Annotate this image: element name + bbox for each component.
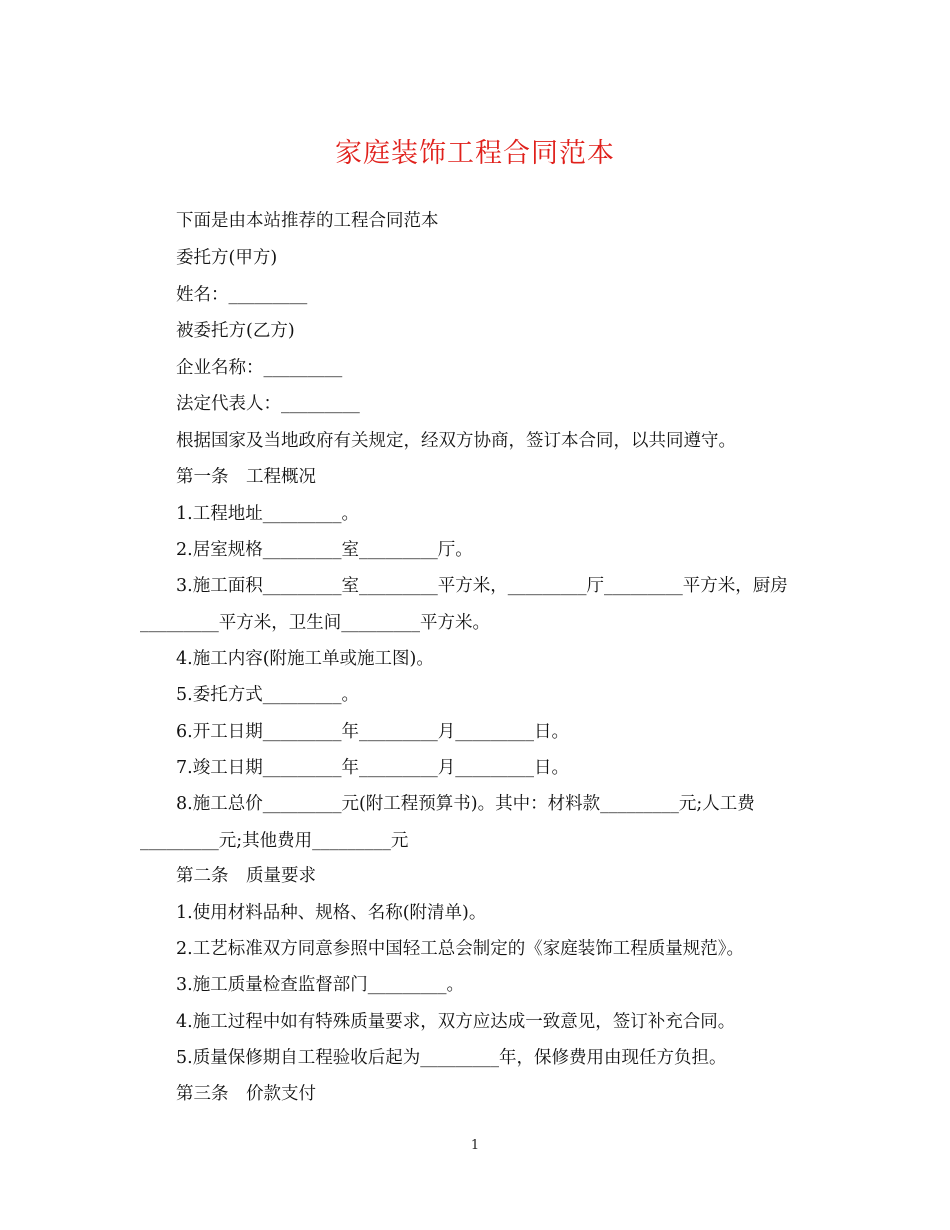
article-1-item-5: 5.委托方式_________。 (176, 685, 359, 705)
party-b-heading: 被委托方(乙方) (176, 321, 295, 341)
document-title: 家庭装饰工程合同范本 (335, 138, 615, 169)
article-2-heading: 第二条 质量要求 (176, 866, 316, 886)
party-a-heading: 委托方(甲方) (176, 248, 278, 268)
article-1-item-1: 1.工程地址_________。 (176, 504, 359, 524)
article-1-item-8: 8.施工总价_________元(附工程预算书)。其中：材料款_________元;人工费_________元;其他费用_________元 (140, 794, 755, 851)
article-2-item-2: 2.工艺标准双方同意参照中国轻工总会制定的《家庭装饰工程质量规范》。 (176, 939, 744, 959)
article-1-item-2: 2.居室规格_________室_________厅。 (176, 540, 473, 560)
article-1-item-7: 7.竣工日期_________年_________月_________日。 (176, 758, 569, 778)
party-b-company: 企业名称：_________ (176, 358, 343, 378)
article-1-heading: 第一条 工程概况 (176, 467, 316, 487)
article-3-heading: 第三条 价款支付 (176, 1084, 316, 1104)
article-2-item-3: 3.施工质量检查监督部门_________。 (176, 975, 464, 995)
article-1-item-3: 3.施工面积_________室_________平方米，_________厅_________平方米，厨房_________平方米，卫生间_________平方米。 (140, 576, 788, 633)
page-number: 1 (470, 1138, 480, 1153)
article-2-item-4: 4.施工过程中如有特殊质量要求，双方应达成一致意见，签订补充合同。 (176, 1012, 736, 1032)
article-1-item-4: 4.施工内容(附施工单或施工图)。 (176, 649, 434, 669)
preamble: 根据国家及当地政府有关规定，经双方协商，签订本合同，以共同遵守。 (176, 431, 736, 451)
article-1-item-6: 6.开工日期_________年_________月_________日。 (176, 722, 569, 742)
party-b-representative: 法定代表人：_________ (176, 394, 360, 414)
article-2-item-5: 5.质量保修期自工程验收后起为_________年，保修费用由现任方负担。 (176, 1048, 727, 1068)
intro-line: 下面是由本站推荐的工程合同范本 (176, 211, 439, 231)
party-a-name: 姓名：_________ (176, 285, 308, 305)
article-2-item-1: 1.使用材料品种、规格、名称(附清单)。 (176, 903, 487, 923)
